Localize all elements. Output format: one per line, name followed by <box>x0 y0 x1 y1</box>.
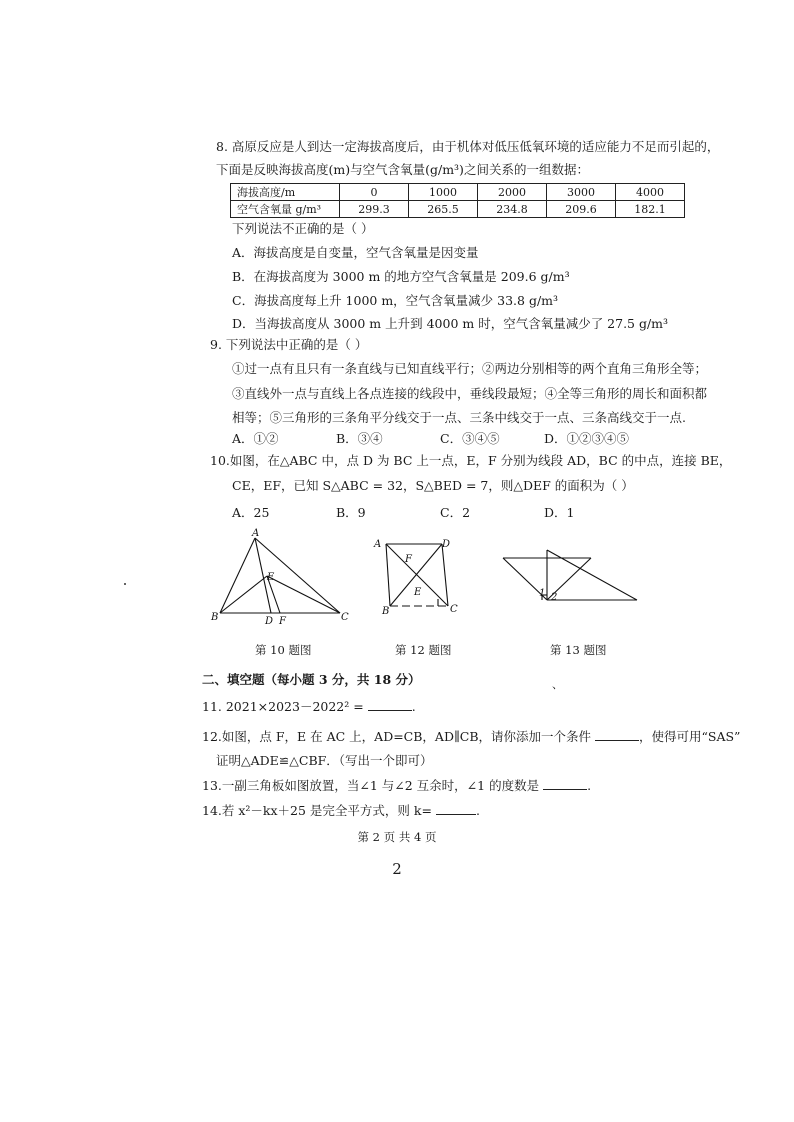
figure-12 <box>372 532 462 618</box>
angle-2-label: 2 <box>551 592 558 603</box>
figure-12-caption: 第 12 题图 <box>395 643 452 657</box>
table-cell: 234.8 <box>478 201 547 218</box>
q11-text: 11. 2021×2023－2022² = <box>202 699 364 714</box>
table-cell: 海拔高度/m <box>231 184 340 201</box>
page-footer: 第 2 页 共 4 页 <box>357 830 437 844</box>
label-b: B <box>211 612 219 623</box>
figure-10-caption: 第 10 题图 <box>255 643 312 657</box>
table-cell: 2000 <box>478 184 547 201</box>
label-c: C <box>450 604 458 615</box>
q12-text-end: ，使得可用“SAS” <box>639 729 741 744</box>
stray-dot <box>124 583 126 585</box>
q12-line2: 证明△ADE≌△CBF．（写出一个即可） <box>216 753 433 768</box>
table-cell: 4000 <box>616 184 685 201</box>
q9-line3: ③直线外一点与直线上各点连接的线段中，垂线段最短；④全等三角形的周长和面积都 <box>232 386 708 401</box>
q12-answer-blank[interactable] <box>595 728 639 741</box>
label-a: A <box>374 539 382 550</box>
altitude-oxygen-table <box>230 183 685 218</box>
q12-line1 <box>202 728 740 745</box>
label-b: B <box>382 606 390 617</box>
section-2-title: 二、填空题（每小题 3 分，共 18 分） <box>202 672 421 687</box>
table-cell: 182.1 <box>616 201 685 218</box>
q9-line1: 9. 下列说法中正确的是（ ） <box>210 337 368 352</box>
table-cell: 209.6 <box>547 201 616 218</box>
q8-prompt: 下列说法不正确的是（ ） <box>232 221 374 236</box>
q10-line1: 10.如图，在△ABC 中，点 D 为 BC 上一点，E，F 分别为线段 AD，BC 的中点，连接 BE， <box>210 453 732 468</box>
table-cell: 265.5 <box>409 201 478 218</box>
q11 <box>202 698 416 715</box>
q9-option-d: D．①②③④⑤ <box>544 431 630 446</box>
figure-13 <box>495 538 645 610</box>
figure-13-caption: 第 13 题图 <box>550 643 607 657</box>
page-number: 2 <box>392 860 402 878</box>
table-cell: 空气含氧量 g/m³ <box>231 201 340 218</box>
q10-option-d: D．1 <box>544 505 575 520</box>
q10-line2: CE，EF，已知 S△ABC = 32，S△BED = 7，则△DEF 的面积为（ ） <box>232 478 634 493</box>
label-c: C <box>341 612 349 623</box>
table-cell: 3000 <box>547 184 616 201</box>
q10-option-a: A．25 <box>232 505 270 520</box>
q13-end: . <box>587 778 592 793</box>
table-cell: 1000 <box>409 184 478 201</box>
label-d: D <box>442 539 451 550</box>
q9-option-b: B．③④ <box>336 431 383 446</box>
label-e: E <box>414 587 422 598</box>
q11-answer-blank[interactable] <box>368 698 412 711</box>
q9-line4: 相等；⑤三角形的三条角平分线交于一点、三条中线交于一点、三条高线交于一点. <box>232 410 686 425</box>
q14-end: . <box>475 803 480 818</box>
label-d: D <box>265 616 274 627</box>
figure-10 <box>205 528 355 628</box>
q9-line2: ①过一点有且只有一条直线与已知直线平行；②两边分别相等的两个直角三角形全等； <box>232 361 708 376</box>
q14-answer-blank[interactable] <box>436 802 476 815</box>
q8-option-b: B．在海拔高度为 3000 m 的地方空气含氧量是 209.6 g/m³ <box>232 269 570 284</box>
q8-option-c: C．海拔高度每上升 1000 m，空气含氧量减少 33.8 g/m³ <box>232 293 559 308</box>
label-e: E <box>267 572 275 583</box>
q11-end: . <box>411 699 416 714</box>
table-row <box>231 184 685 201</box>
table-row <box>231 201 685 218</box>
q9-option-a: A．①② <box>232 431 279 446</box>
q10-option-b: B．9 <box>336 505 366 520</box>
q10-option-c: C．2 <box>440 505 471 520</box>
label-f: F <box>279 616 286 627</box>
q12-text: 12.如图，点 F，E 在 AC 上，AD=CB，AD∥CB，请你添加一个条件 <box>202 729 592 744</box>
q8-option-a: A．海拔高度是自变量，空气含氧量是因变量 <box>232 245 479 260</box>
q14 <box>202 802 480 819</box>
label-f: F <box>405 554 412 565</box>
q13-text: 13.一副三角板如图放置，当∠1 与∠2 互余时，∠1 的度数是 <box>202 778 540 793</box>
q13 <box>202 777 591 794</box>
angle-1-label: 1 <box>539 588 546 599</box>
q13-answer-blank[interactable] <box>543 777 587 790</box>
q8-line1: 8. 高原反应是人到达一定海拔高度后，由于机体对低压低氧环境的适应能力不足而引起的， <box>216 139 720 154</box>
label-a: A <box>252 528 260 539</box>
table-cell: 0 <box>340 184 409 201</box>
q8-line2: 下面是反映海拔高度(m)与空气含氧量(g/m³)之间关系的一组数据： <box>216 162 589 177</box>
q8-option-d: D．当海拔高度从 3000 m 上升到 4000 m 时，空气含氧量减少了 27.5 g/m³ <box>232 316 669 331</box>
q9-option-c: C．③④⑤ <box>440 431 500 446</box>
stray-mark: 、 <box>552 678 563 691</box>
q14-text: 14.若 x²－kx＋25 是完全平方式，则 k= <box>202 803 432 818</box>
table-cell: 299.3 <box>340 201 409 218</box>
